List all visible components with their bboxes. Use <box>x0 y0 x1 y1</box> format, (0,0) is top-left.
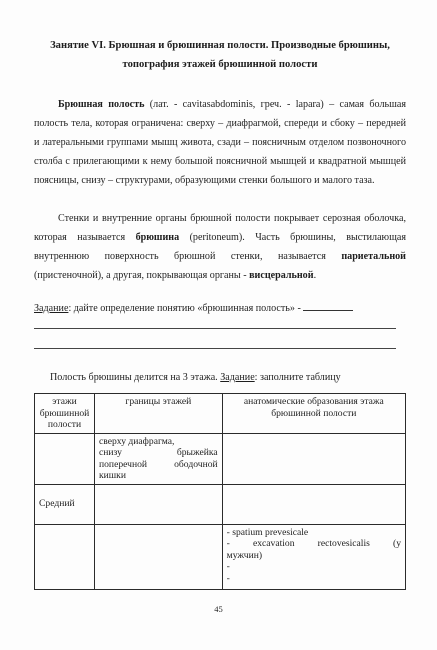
cell-floor-1[interactable] <box>35 433 95 484</box>
cell-borders-1[interactable] <box>95 433 223 484</box>
formation-item-1: - spatium prevesicale <box>226 526 309 538</box>
lesson-title <box>24 36 416 74</box>
borders-line-4: кишки <box>99 470 126 481</box>
table-row-middle <box>35 484 406 524</box>
para2-text-3: (пристеночной), а другая, покрывающая органы - <box>34 270 250 281</box>
peritoneum-floors-table <box>34 393 406 590</box>
answer-line-1[interactable] <box>34 328 396 329</box>
paragraph-definition <box>34 95 406 190</box>
term-visceral: висцеральной <box>249 270 314 281</box>
para2-text-1: Стенки и внутренние органы брюшной полости покрывает серозная оболочка, которая называется <box>34 213 406 243</box>
borders-line-3: поперечной ободочной <box>99 458 218 470</box>
paragraph-peritoneum <box>34 209 406 285</box>
table-caption <box>50 371 410 385</box>
cell-borders-3[interactable] <box>95 524 223 589</box>
cell-borders-2[interactable] <box>95 484 223 524</box>
title-line-2: топография этажей брюшинной полости <box>122 59 318 70</box>
answer-line-2[interactable] <box>34 348 396 349</box>
task-text: : дайте определение понятию «брюшинная полость» - <box>68 303 301 314</box>
cell-floor-2: Средний <box>35 484 95 524</box>
table-header-row <box>35 394 406 434</box>
term-abdominal-cavity: Брюшная полость <box>58 99 145 110</box>
caption-task-text: : заполните таблицу <box>254 372 341 383</box>
term-parietal: париетальной <box>341 251 406 262</box>
term-peritoneum: брюшина <box>135 232 180 243</box>
cell-formations-3 <box>222 524 405 589</box>
header-formations: анатомические образования этажа брюшинной полости <box>222 394 405 434</box>
cell-floor-3[interactable] <box>35 524 95 589</box>
answer-blank[interactable] <box>303 301 353 311</box>
formation-item-4[interactable]: - <box>226 572 230 584</box>
para2-text-2: (peritoneum). Часть брюшины, выстилающая внутреннюю поверхность брюшной стенки, называется <box>34 232 406 262</box>
para2-text-4: . <box>313 270 317 281</box>
paragraph-1-text: (лат. - cavitasabdominis, греч. - lapara) – самая большая полость тела, которая ограничена: сверху – диафрагмой, спереди и сбоку – передней и латеральными группами мышц живота, сзади – поясничным отделом позвоночного столба с прилегающими к нему большой поясничной мышцей и квадратной мышцей поясницы, снизу – структурами, образующими стенки большого и малого таза. <box>34 99 407 186</box>
caption-task-label: Задание <box>220 372 255 383</box>
formation-item-2: - excavation rectovesicalis (у <box>226 538 401 549</box>
header-floors: этажи брюшинной полости <box>35 394 95 434</box>
formation-item-3[interactable]: - <box>226 561 230 572</box>
task-definition <box>34 299 406 318</box>
borders-line-1: сверху диафрагма, <box>99 435 175 447</box>
formation-item-2-cont: мужчин) <box>226 549 263 561</box>
table-row-lower <box>35 524 406 589</box>
table-row-upper <box>35 433 406 484</box>
cell-formations-1[interactable] <box>222 433 405 484</box>
cell-formations-2[interactable] <box>222 484 405 524</box>
page-number: 45 <box>214 604 223 614</box>
title-line-1: Занятие VI. Брюшная и брюшинная полости. Производные брюшины, <box>50 40 390 51</box>
header-borders: границы этажей <box>95 394 223 434</box>
borders-line-2: снизу брыжейка <box>99 447 218 458</box>
caption-text: Полость брюшины делится на 3 этажа. <box>50 372 221 383</box>
task-label: Задание <box>34 303 69 314</box>
